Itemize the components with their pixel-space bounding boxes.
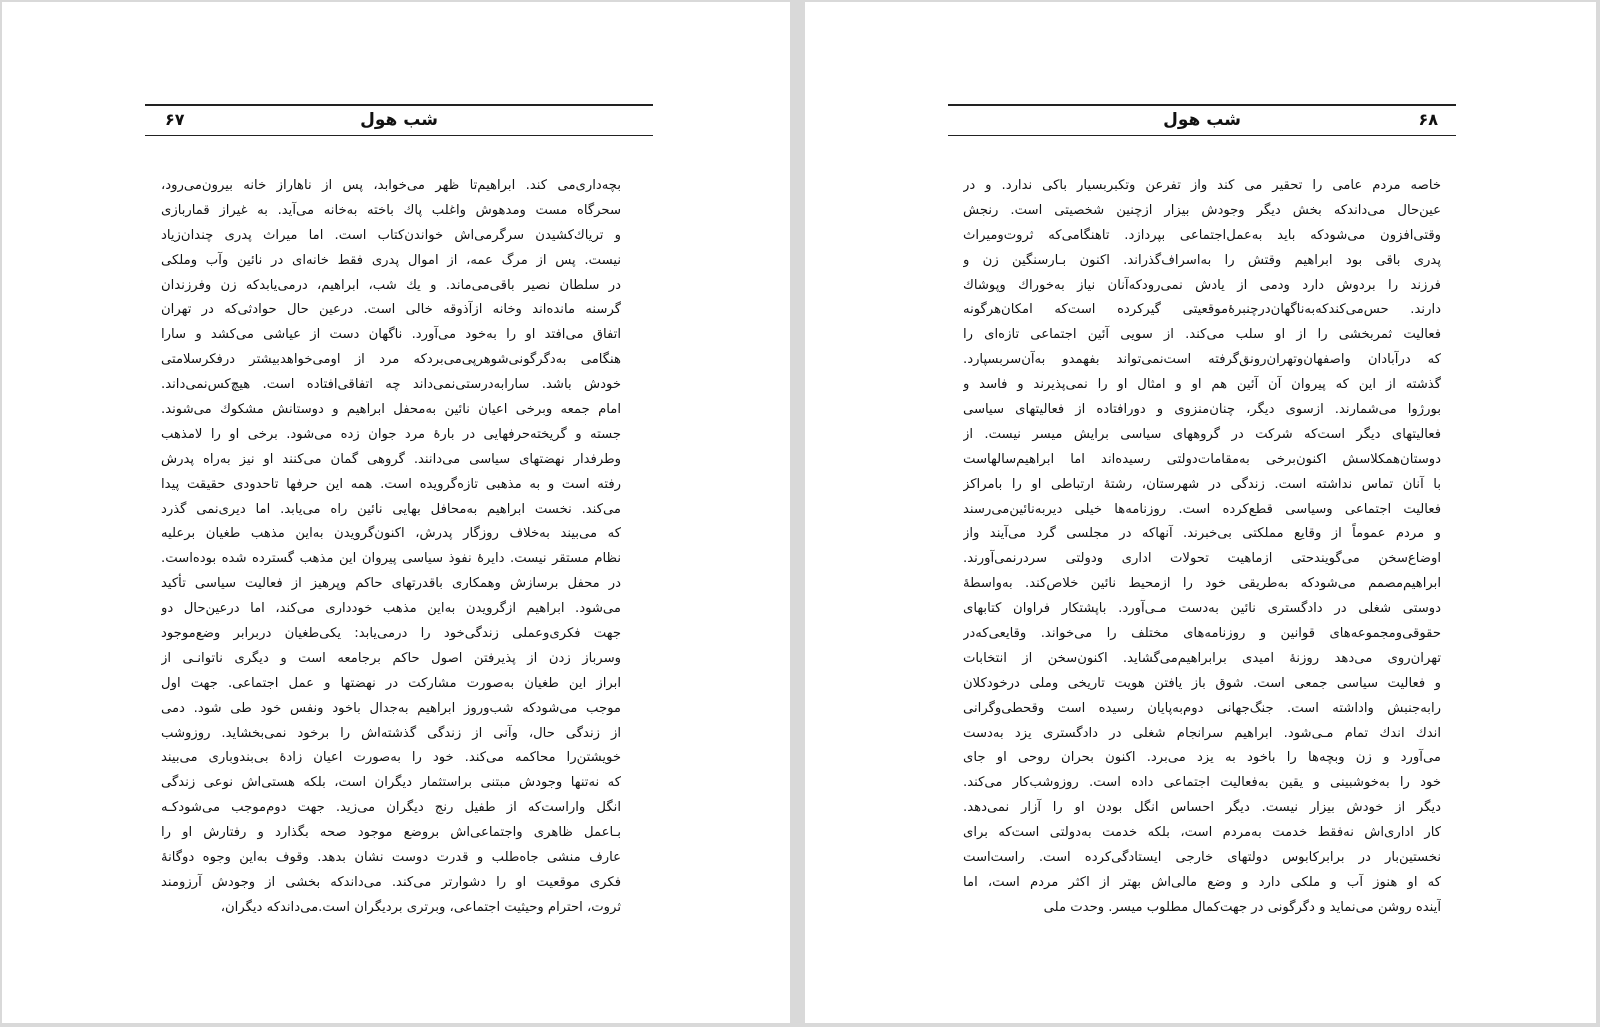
text-line: دوستی شغلی در دادگستری نائین به‌دست مـی‌آورد. باپشتکار فراوان کتابهای bbox=[963, 601, 1441, 617]
text-line: وقتی‌افزون می‌شودکه باید به‌عمل‌اجتماعی بپردازد. تاهنگامی‌که ثروت‌ومیراث bbox=[963, 227, 1441, 243]
text-line: خود را به‌خوشبینی و یقین به‌فعالیت اجتماعی داده است. روزوشب‌کار می‌کند. bbox=[963, 775, 1441, 791]
text-line: سحرگاه مست ومدهوش واغلب پاك باخته به‌خانه می‌آید. به غیراز قماربازی bbox=[161, 202, 621, 218]
text-line: بـاعمل ظاهری واجتماعی‌اش بروضع موجود صحه بگذارد و رفتارش او را bbox=[161, 825, 621, 841]
text-line: تهران‌روی می‌دهد روزنهٔ امیدی برابراهیم‌می‌گشاید. اکنون‌سخن از انتخابات bbox=[963, 650, 1441, 666]
text-line: و مردم عموماً از وقایع مملکتی بی‌خبرند. آنهاکه در مجلسی گرد می‌آیند واز bbox=[963, 526, 1441, 542]
text-line: انگل واراست‌که از طفیل رنج دیگران می‌زید. جهت دوم‌موجب می‌شودکـه bbox=[161, 800, 621, 816]
text-line: می‌کند. نخست ابراهیم به‌محافل بهایی نائین راه می‌یابد. اما دیری‌نمی گذرد bbox=[161, 501, 621, 517]
page-body-text bbox=[963, 174, 1441, 921]
text-line: که درآبادان واصفهان‌وتهران‌رونق‌گرفته است‌نمی‌تواند بفهمدو به‌آن‌سربسپارد. bbox=[963, 352, 1441, 368]
text-line: خودش باشد. سارابه‌درستی‌نمی‌داند چه اتفاقی‌افتاده است. هیچ‌کس‌نمی‌داند. bbox=[161, 377, 621, 393]
text-line: گرسنه مانده‌اند وخانه ازآذوقه خالی است. درعین حال حوادثی‌که در تهران bbox=[161, 302, 621, 318]
text-line: فعالیتهای دیگر است‌که شرکت در گروههای سیاسی برایش میسر نیست. از bbox=[963, 426, 1441, 442]
text-line: خویشتن‌را محاکمه می‌کند. خود را به‌صورت اعیان زادهٔ بی‌بندوباری می‌بیند bbox=[161, 750, 621, 766]
text-line: فعالیت ثمربخشی را از او سلب می‌کند. از سویی آئین اجتماعی تازه‌ای را bbox=[963, 327, 1441, 343]
text-line: که نه‌تنها وجودش مبتنی براستثمار دیگران است، بلکه هستی‌اش نوعی زندگی bbox=[161, 775, 621, 791]
text-line: نیست. پس از مرگ عمه، از اموال پدری فقط خانه‌ای در نائین وآب وملکی bbox=[161, 252, 621, 268]
text-line: دوستان‌همکلاسش اکنون‌برخی به‌مقامات‌دولتی رسیده‌اند اما ابراهیم‌سالهاست bbox=[963, 451, 1441, 467]
text-line: اوضاع‌سخن می‌گویندحتی ازماهیت تحولات اداری ودولتی سردرنمی‌آورند. bbox=[963, 551, 1441, 567]
text-line: ابراز این طغیان به‌صورت مشارکت در نهضتها و عمل اجتماعی. جهت اول bbox=[161, 675, 621, 691]
text-line: نظام مستقر نیست. دایرهٔ نفوذ سیاسی پیروان این مذهب گسترده شده بوده‌است. bbox=[161, 551, 621, 567]
text-line: از زندگی حال، وآنی از زندگی گذشته‌اش را برخود نمی‌بخشاید. روزوشب bbox=[161, 725, 621, 741]
text-line: آینده روشن می‌نماید و دگرگونی در جهت‌کمال مطلوب میسر. وحدت ملی bbox=[1043, 899, 1441, 915]
text-line: خاصه مردم عامی را تحقیر می کند واز تفرعن وتکبربسیار باکی ندارد. و در bbox=[963, 178, 1441, 193]
text-line: اتفاق می‌افتد او را به‌خود می‌آورد. ناگهان دست از عیاشی می‌کشد و سارا bbox=[161, 327, 621, 343]
running-title: شب هول bbox=[1163, 110, 1241, 130]
text-line: امام جمعه وبرخی اعیان نائین به‌محفل ابراهیم و دوستانش مشکوك می‌شوند. bbox=[161, 402, 621, 418]
text-line: گذشته از این که پیروان آن آئین هم او و امثال او را نمی‌پذیرند و فاسد و bbox=[963, 377, 1441, 393]
text-line: بچه‌داری‌می کند. ابراهیم‌تا ظهر می‌خوابد، پس از ناهاراز خانه بیرون‌می‌رود، bbox=[161, 178, 621, 193]
page-header bbox=[145, 104, 653, 136]
text-line: ثروت، احترام وحیثیت اجتماعی، وبرتری بردیگران است.می‌داندکه دیگران، bbox=[220, 899, 621, 915]
text-line: کار اداری‌اش نه‌فقط خدمت به‌مردم است، بلکه خدمت به‌دولتی است‌که برای bbox=[963, 825, 1441, 841]
text-line: در سلطان نصیر باقی‌می‌ماند. و یك شب، ابراهیم، درمی‌یابدکه زن وفرزندان bbox=[161, 277, 621, 293]
text-line: حقوقی‌ومجموعه‌های قوانین و روزنامه‌های مختلف را می‌خواند. وقایعی‌که‌در bbox=[963, 626, 1441, 642]
text-line: جسته و گریخته‌حرفهایی در بارهٔ مرد جوان زده می‌شود. برخی او را لامذهب bbox=[161, 426, 621, 442]
page-body-text bbox=[161, 174, 621, 921]
text-line: و فعالیت سیاسی جمعی است. شوق باز یافتن هویت تاریخی وملی درخودکلان bbox=[963, 675, 1441, 691]
page-header bbox=[948, 104, 1456, 136]
running-title: شب هول bbox=[360, 110, 438, 130]
text-line: وطرفدار نهضتهای سیاسی می‌دانند. گروهی گمان می‌کنند او نیز به‌راه پدرش bbox=[161, 451, 621, 467]
text-line: که او هنوز آب و ملکی دارد و وضع مالی‌اش بهتر از اکثر مردم است، اما bbox=[963, 874, 1441, 890]
text-line: نخستین‌بار در برابرکابوس دولتهای خارجی ایستادگی‌کرده است. راست‌است bbox=[963, 850, 1441, 866]
text-line: با آنان تماس نداشته است. زندگی در شهرستان، رشتهٔ ارتباطی او را بامراکز bbox=[963, 476, 1441, 492]
text-line: می‌شود. ابراهیم ازگرویدن به‌این مذهب خودداری می‌کند، اما درعین‌حال دو bbox=[161, 601, 621, 617]
text-line: فعالیت اجتماعی وسیاسی قطع‌کرده است. روزنامه‌ها خیلی دیربه‌نائین‌می‌رسند bbox=[963, 501, 1441, 517]
text-line: فکری موقعیت او را دشوارتر می‌کند. می‌داندکه بخشی از وجودش آرزومند bbox=[161, 874, 621, 890]
text-line: وسرباز زدن از پذیرفتن اصول حاکم برجامعه است و دیگری ناتوانـی از bbox=[161, 650, 621, 666]
left-page bbox=[2, 2, 790, 1023]
text-line: جهت فکری‌وعملی زندگی‌خود را درمی‌یابد: یکی‌طغیان دربرابر وضع‌موجود bbox=[161, 626, 621, 642]
text-line: عین‌حال می‌داندکه بخش دیگر وجودش بیزار ازچنین شخصیتی است. رنجش bbox=[963, 202, 1441, 218]
text-line: رابه‌جنبش واداشته است. جنگ‌جهانی دوم‌به‌پایان رسیده است وقحطی‌وگرانی bbox=[963, 700, 1441, 716]
text-line: می‌آورد و زن وبچه‌ها را باخود به یزد می‌برد. اکنون بحران روحی او جای bbox=[963, 750, 1441, 766]
text-line: پدری باقی بود ابراهیم وقتش را به‌اسراف‌گذراند. اکنون بـارسنگین زن و bbox=[963, 252, 1441, 268]
text-line: اندك اندك تمام مـی‌شود. ابراهیم سرانجام شغلی در دادگستری یزد به‌دست bbox=[963, 725, 1441, 741]
text-line: که می‌بیند به‌خلاف روزگار پدرش، اکنون‌گرویدن به‌این مذهب طغیان برعلیه bbox=[161, 526, 621, 542]
text-line: فرزند را بردوش دارد ودمی از یادش نمی‌رودکه‌آنان نیاز به‌خوراك وپوشاك bbox=[963, 277, 1441, 293]
text-line: و تریاك‌کشیدن سرگرمی‌اش خواندن‌کتاب است. اما میراث پدری چندان‌زیاد bbox=[161, 227, 621, 243]
text-line: بورژوا می‌شمارند. ازسوی دیگر، چنان‌منزوی و دورافتاده از فعالیتهای سیاسی bbox=[963, 402, 1441, 418]
text-line: دیگر از خودش بیزار نیست. دیگر احساس انگل بودن او را آزار نمی‌دهد. bbox=[963, 800, 1441, 816]
text-line: عارف منشی جاه‌طلب و قدرت دوست نشان بدهد. وقوف به‌این وجوه دوگانهٔ bbox=[161, 850, 621, 866]
text-line: هنگامی به‌دگرگونی‌شوهرپی‌می‌بردکه مرد از اومی‌خواهدبیشتر درفکرسلامتی bbox=[161, 352, 621, 368]
page-number: ۶۷ bbox=[165, 110, 185, 129]
text-line: رفته است و به مذهبی تازه‌گرویده است. همه این حرفها تاحدودی حقیقت پیدا bbox=[161, 476, 621, 492]
text-line: ابراهیم‌مصمم می‌شودکه به‌طریقی خود را ازمحیط نائین خلاص‌کند. به‌واسطهٔ bbox=[963, 576, 1441, 592]
right-page bbox=[805, 2, 1596, 1023]
text-line: در محفل برسازش وهمکاری باقدرتهای حاکم وپرهیز از فعالیت سیاسی تأکید bbox=[161, 576, 621, 592]
text-line: دارند. حس‌می‌کندکه‌به‌ناگهان‌درچنبرهٔ‌موقعیتی گیرکرده است‌که امکان‌هرگونه bbox=[963, 302, 1441, 318]
text-line: موجب می‌شودکه شب‌وروز ابراهیم به‌جدال باخود ونفس خود طی شود. دمی bbox=[161, 700, 621, 716]
page-number: ۶۸ bbox=[1418, 110, 1438, 129]
